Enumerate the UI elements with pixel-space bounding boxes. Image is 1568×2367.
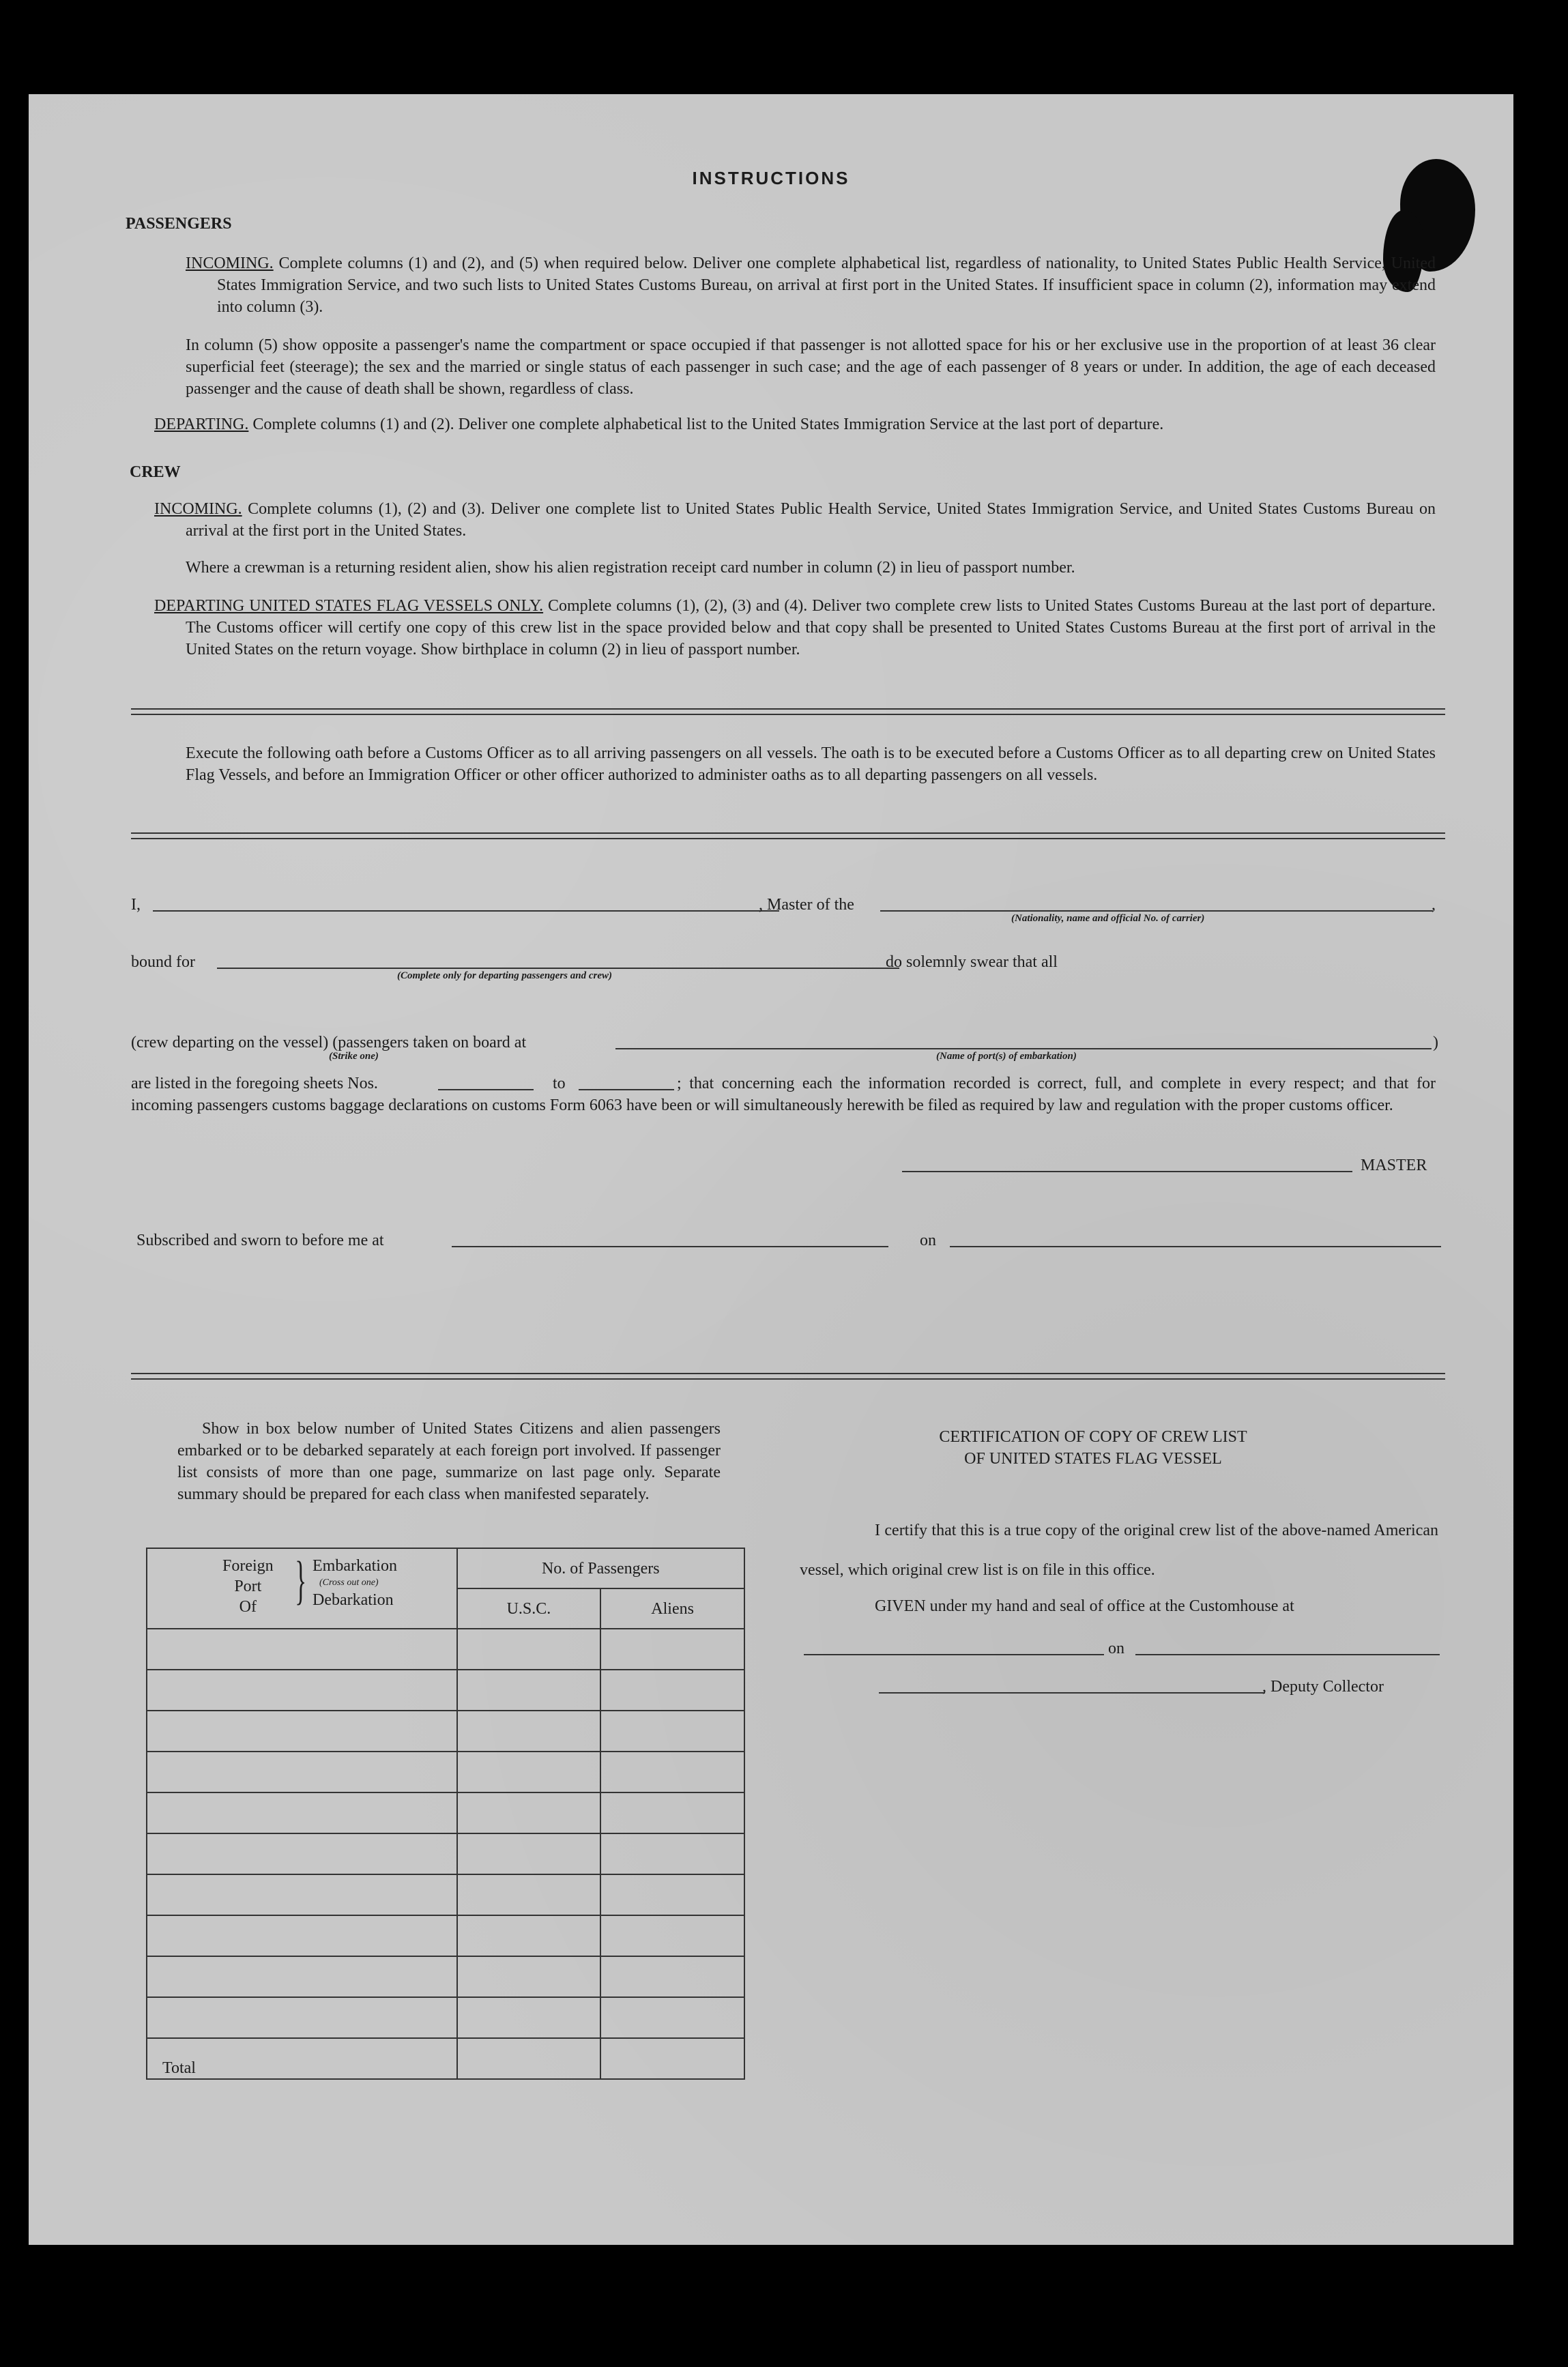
certification-title [800, 1426, 1386, 1470]
crew-incoming-text: Complete columns (1), (2) and (3). Deliver one complete list to United States Public Health Service, United States Immigration Service, and United States Customs Bureau on arrival at the first port in the United States. [186, 500, 1436, 540]
oath-intro: Execute the following oath before a Customs Officer as to all arriving passengers on all vessels. The oath is to be executed before a Customs Officer as to all departing crew on United States Flag Vessels, and before an Immigration Officer or other officer authorized to administer oaths as to all departing passengers on all vessels. [186, 744, 1436, 784]
oath-listed-a: are listed in the foregoing sheets Nos. [131, 1075, 378, 1092]
certification-deputy: , Deputy Collector [1262, 1678, 1384, 1696]
summary-row [147, 1670, 744, 1711]
divider-2 [131, 832, 1445, 839]
strike-caption: (Strike one) [329, 1051, 379, 1062]
passenger-summary-table [146, 1548, 745, 2080]
form-sheet [29, 94, 1513, 2245]
bound-for-field[interactable] [217, 968, 899, 969]
summary-port-cell[interactable] [147, 1997, 457, 2038]
passengers-incoming-paragraph [186, 252, 1436, 318]
oath-subscribed: Subscribed and sworn to before me at [136, 1232, 384, 1249]
summary-aliens-cell[interactable] [600, 1629, 744, 1670]
summary-usc-cell[interactable] [457, 1833, 601, 1874]
certification-text: I certify that this is a true copy of the original crew list of the above-named American vessel, which original crew list is on file in this office. [800, 1522, 1438, 1579]
certification-title-line2: OF UNITED STATES FLAG VESSEL [964, 1450, 1222, 1468]
crew-resident-text: Where a crewman is a returning resident alien, show his alien registration receipt card number in column (2) in lieu of passport number. [186, 559, 1075, 577]
summary-port-cell[interactable] [147, 1874, 457, 1915]
oath-i-label: I, [131, 896, 141, 914]
divider-3 [131, 1373, 1445, 1380]
divider-1 [131, 708, 1445, 715]
header-aliens: Aliens [600, 1588, 744, 1629]
oath-close-paren: ) [1433, 1034, 1438, 1051]
summary-aliens-cell[interactable] [600, 1997, 744, 2038]
header-usc: U.S.C. [457, 1588, 601, 1629]
crew-incoming-paragraph [154, 498, 1436, 542]
oath-master-of: , Master of the [759, 896, 854, 914]
oath-listed-to: to [553, 1075, 566, 1092]
crew-heading: CREW [130, 463, 181, 481]
crew-departing-paragraph [154, 595, 1436, 660]
customhouse-field[interactable] [804, 1654, 1104, 1655]
summary-port-cell[interactable] [147, 1833, 457, 1874]
oath-listed-b: ; that concerning each the information recorded is correct, full, and complete in every respect; and that for incoming passengers customs baggage declarations on customs Form 6063 have been or will simultaneously herewith be filed as required by law and regulation with the proper customs officer. [131, 1075, 1436, 1114]
summary-usc-cell[interactable] [457, 1752, 601, 1792]
summary-row [147, 1711, 744, 1752]
summary-usc-cell[interactable] [457, 1792, 601, 1833]
summary-port-cell[interactable] [147, 1792, 457, 1833]
certification-title-line1: CERTIFICATION OF COPY OF CREW LIST [939, 1428, 1247, 1446]
passengers-departing-label: DEPARTING. [154, 416, 249, 433]
summary-port-cell[interactable] [147, 1670, 457, 1711]
summary-aliens-cell[interactable] [600, 1874, 744, 1915]
summary-aliens-cell[interactable] [600, 1915, 744, 1956]
header-cross-out: (Cross out one) [319, 1578, 379, 1588]
bound-caption: (Complete only for departing passengers and crew) [397, 970, 612, 981]
summary-row [147, 1915, 744, 1956]
header-port-cell [147, 1548, 457, 1629]
comma: , [1432, 896, 1436, 914]
summary-row [147, 1629, 744, 1670]
header-passengers: No. of Passengers [457, 1548, 744, 1588]
summary-row [147, 1752, 744, 1792]
crew-incoming-label: INCOMING. [154, 500, 242, 518]
summary-aliens-cell[interactable] [600, 1711, 744, 1752]
summary-port-cell[interactable] [147, 1956, 457, 1997]
header-embarkation: Embarkation [313, 1557, 397, 1575]
summary-total-label: Total [147, 2038, 457, 2079]
oath-solemnly: do solemnly swear that all [886, 953, 1058, 971]
certification-on: on [1108, 1640, 1124, 1657]
summary-usc-cell[interactable] [457, 1874, 601, 1915]
instructions-title: INSTRUCTIONS [692, 168, 850, 188]
summary-port-cell[interactable] [147, 1629, 457, 1670]
summary-total-aliens[interactable] [600, 2038, 744, 2079]
crew-departing-text: Complete columns (1), (2), (3) and (4). Deliver two complete crew lists to United States Customs Bureau at the last port of departure. The Customs officer will certify one copy of this crew list in the space provided below and that copy shall be presented to United States Customs Bureau at the first port of arrival in the United States on the return voyage. Show birthplace in column (2) in lieu of passport number. [186, 597, 1436, 658]
header-of: Of [239, 1598, 257, 1616]
carrier-field[interactable] [880, 910, 1433, 912]
summary-row [147, 1956, 744, 1997]
passengers-column5-text: In column (5) show opposite a passenger's name the compartment or space occupied if that passenger is not allotted space for his or her exclusive use in the proportion of at least 36 clear superficial feet (steerage); the sex and the married or single status of each passenger in such case; and the age of each passenger of 8 years or under. In addition, the age of each deceased passenger and the cause of death shall be shown, regardless of class. [186, 336, 1436, 398]
sworn-date-field[interactable] [950, 1246, 1441, 1247]
oath-bound-for: bound for [131, 953, 195, 971]
summary-aliens-cell[interactable] [600, 1752, 744, 1792]
summary-aliens-cell[interactable] [600, 1956, 744, 1997]
passengers-heading: PASSENGERS [126, 215, 232, 233]
summary-usc-cell[interactable] [457, 1711, 601, 1752]
passengers-incoming-text: Complete columns (1) and (2), and (5) when required below. Deliver one complete alphabetical list, regardless of nationality, to United States Public Health Service, United States Immigration Service, and two such lists to United States Customs Bureau, on arrival at first port in the United States. If insufficient space in column (2), information may extend into column (3). [217, 255, 1436, 316]
passengers-incoming-label: INCOMING. [186, 255, 274, 272]
oath-on-label: on [920, 1232, 936, 1249]
header-brace: } [295, 1550, 307, 1610]
ports-caption: (Name of port(s) of embarkation) [936, 1051, 1077, 1062]
summary-port-cell[interactable] [147, 1711, 457, 1752]
passengers-departing-paragraph [154, 413, 1436, 435]
summary-usc-cell[interactable] [457, 1629, 601, 1670]
summary-row [147, 1792, 744, 1833]
master-name-field[interactable] [153, 910, 779, 912]
summary-usc-cell[interactable] [457, 1670, 601, 1711]
summary-instructions: Show in box below number of United States Citizens and alien passengers embarked or to be debarked separately at each foreign port involved. If passenger list consists of more than one page, summarize on last page only. Separate summary should be prepared for each class when manifested separately. [177, 1420, 721, 1503]
sworn-at-field[interactable] [452, 1246, 888, 1247]
summary-aliens-cell[interactable] [600, 1833, 744, 1874]
crew-departing-label: DEPARTING UNITED STATES FLAG VESSELS ONLY. [154, 597, 544, 615]
certification-date-field[interactable] [1135, 1654, 1440, 1655]
header-port: Port [234, 1578, 262, 1595]
deputy-signature-field[interactable] [879, 1692, 1265, 1694]
passengers-departing-text: Complete columns (1) and (2). Deliver one complete alphabetical list to the United States Immigration Service at the last port of departure. [252, 416, 1164, 433]
summary-port-cell[interactable] [147, 1752, 457, 1792]
embarkation-ports-field[interactable] [615, 1048, 1432, 1049]
master-signature-field[interactable] [902, 1171, 1352, 1172]
summary-row [147, 1997, 744, 2038]
summary-total-row [147, 2038, 744, 2079]
summary-aliens-cell[interactable] [600, 1670, 744, 1711]
summary-usc-cell[interactable] [457, 1915, 601, 1956]
summary-row [147, 1874, 744, 1915]
header-debarkation: Debarkation [313, 1591, 394, 1609]
summary-usc-cell[interactable] [457, 1956, 601, 1997]
oath-master-label: MASTER [1361, 1157, 1427, 1174]
summary-aliens-cell[interactable] [600, 1792, 744, 1833]
summary-port-cell[interactable] [147, 1915, 457, 1956]
header-foreign: Foreign [222, 1557, 274, 1575]
summary-total-usc[interactable] [457, 2038, 601, 2079]
carrier-caption: (Nationality, name and official No. of carrier) [1011, 913, 1205, 924]
summary-row [147, 1833, 744, 1874]
certification-given: GIVEN under my hand and seal of office at the Customhouse at [875, 1597, 1294, 1615]
summary-usc-cell[interactable] [457, 1997, 601, 2038]
oath-crew-departing: (crew departing on the vessel) (passengers taken on board at [131, 1034, 527, 1051]
